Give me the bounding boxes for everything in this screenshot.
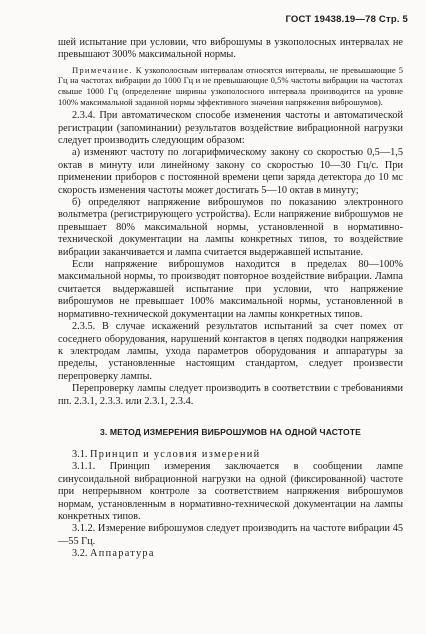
paragraph-item-a: а) изменяют частоту по логарифмическому закону со скоростью 0,5—1,5 октав в минуту или линейному закону со скоростью 10—30 Гц/с. При применении приборов с постоянной времени цепи заряда детектора до 10 мс скорость изменения частоты может достигать 5—10 октав в минуту; bbox=[58, 147, 403, 196]
paragraph-2-3-4: 2.3.4. При автоматическом способе изменения частоты и автоматической регистрации (запоминании) результатов воздействие вибрационной нагрузки следует производить следующим образом: bbox=[58, 110, 403, 146]
paragraph-item-b: б) определяют напряжение виброшумов по показанию электронного вольтметра (регистрирующего устройства). Если напряжение виброшумов не превышает 80% максимальной нормы, установленной в нормативно-технической документации на лампы конкретных типов, то воздействие вибрации заканчивается и лампа считается выдержавшей испытание. bbox=[58, 197, 403, 258]
paragraph-3-1-1: 3.1.1. Принцип измерения заключается в сообщении лампе синусоидальной вибрационной нагрузки на одной (фиксированной) частоте при непрерывном контроле за соответствием напряжения виброшумов нормам, установленным в нормативно-технической документации на лампы конкретных типов. bbox=[58, 461, 403, 522]
paragraph-2-3-5: 2.3.5. В случае искажений результатов испытаний за счет помех от соседнего оборудования, нарушений контактов в цепях подводки напряжения к электродам лампы, ухода параметров оборудования и аппаратуры за пределы, установленные настоящим стандартом, следует произвести перепроверку лампы. bbox=[58, 321, 403, 382]
paragraph-3-1-2: 3.1.2. Измерение виброшумов следует производить на частоте вибрации 45—55 Гц. bbox=[58, 523, 403, 547]
heading-3-1 bbox=[58, 449, 403, 461]
heading-3-1-text: Принцип и условия измерений bbox=[90, 448, 261, 460]
note-text: К узкополосным интервалам относятся интервалы, не превышающие 5 Гц на частотах вибрации до 1000 Гц и не превышающие 0,5% частоты вибрации на частотах свыше 1000 Гц (определение ширины узкополосного интервала производится на уровне 100% максимальной заданной нормы эффективного значения напряжения виброшумов). bbox=[58, 64, 403, 107]
note-label: Примечание. bbox=[72, 64, 133, 75]
heading-3-1-number: 3.1. bbox=[72, 448, 91, 460]
note-paragraph bbox=[58, 65, 403, 107]
heading-3-2 bbox=[58, 548, 403, 560]
page-body bbox=[58, 37, 403, 561]
heading-3-2-text: Аппаратура bbox=[90, 548, 155, 560]
heading-3-2-number: 3.2. bbox=[72, 548, 91, 560]
page-header: ГОСТ 19438.19—78 Стр. 5 bbox=[285, 14, 408, 25]
paragraph-continuation: шей испытание при условии, что виброшумы в узкополосных интервалах не превышают 300% максимальной нормы. bbox=[58, 37, 403, 61]
paragraph-recheck: Перепроверку лампы следует производить в соответствии с требованиями пп. 2.3.1, 2.3.3. или 2.3.1, 2.3.4. bbox=[58, 383, 403, 407]
section-title: 3. МЕТОД ИЗМЕРЕНИЯ ВИБРОШУМОВ НА ОДНОЙ ЧАСТОТЕ bbox=[100, 426, 361, 437]
paragraph-80-100: Если напряжение виброшумов находится в пределах 80—100% максимальной нормы, то производят повторное воздействие вибрации. Лампа считается выдержавшей испытание при условии, что напряжение виброшумов не превышает 100% максимальной нормы, установленной в нормативно-технической документации на лампы конкретных типов. bbox=[58, 259, 403, 320]
